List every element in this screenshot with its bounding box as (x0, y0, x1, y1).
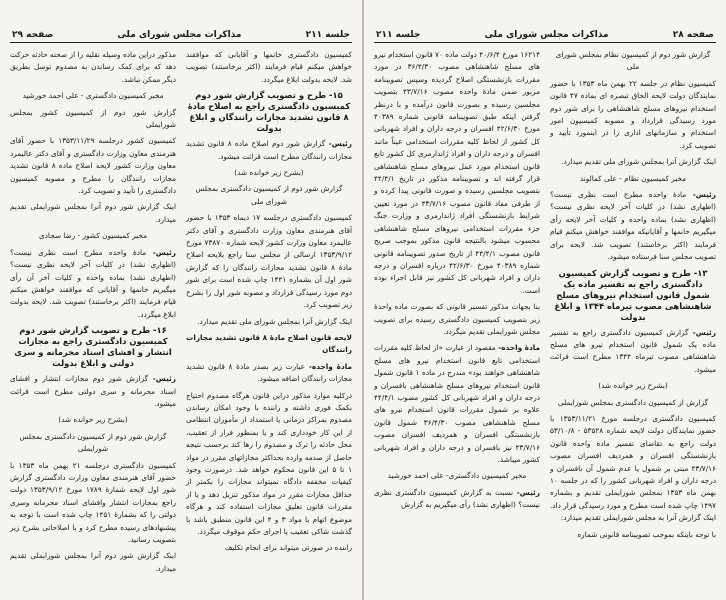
centered-line (10, 414, 176, 426)
paragraph-text: ۱۶۲۱۴ مورخ ۴۰/۶/۴ دولت ماده ۷۰ قانون استخدام نیرو های مسلح شاهنشاهی مصوب ۳۶/۴/۳۰ در مورد مقررات بازنشستگی اصلاح گردیده وسپس تصویبنامه مزبور ضمن مادهٔ واحده مصوب ۴۳/۷/۱۶ بتصویب مجلسین رسیده و بصورت قانون درآمده و با درنظر گرفتن اینکه طبق تصویبنامه قانونی شماره ۴۰۳۸۹ مورخ ۴۲/۶/۳۰ افسران و درجه داران و افراد شهربانی کل کشور از لحاظ کلیه مقررات استخدامی عیناً مانند افسران و درجه داران و افراد ژاندارمری کل کشور تابع قانون استخدام مورد عمل نیروهای مسلح شاهنشاهی قرار گرفته اند و تصویبنامه مذکور در تاریخ ۴۴/۴/۱ بتصویب مجلسین رسیده و صورت قانونی پیدا کرده و از طرفی مفاد قانون مصوب ۴۳/۷/۱۶ در مورد تعیین شرایط بازنشستگی افراد ژاندارمری و وزارت جنگ جزء مقررات استخدامی نیروهای مسلح شاهنشاهی محسوب میشود بالنتیجه قانون مذکور بموجب صریح قانون مصوب ۴۴/۴/۱ از تاریخ صدور تصویبنامه قانونی شماره ۴۰۳۸۹ مورخ ۴۲/۶/۳۰ درباره افسران و درجه داران و افراد شهربانی کل کشور نیز قابل اجراء بوده است. (374, 50, 541, 295)
paragraph-text: مخبر کمیسیون دادگستری- علی احمد خورشید (387, 471, 527, 481)
paragraph-text: ۱۳- طرح و تصویب گزارش کمیسیون دادگستری راجع به تفسیر ماده یک شمول قانون استخدام نیروهای مسلح شاهنشاهی مصوب تیرماه ۱۳۴۴ و ابلاغ بدولت (554, 267, 712, 322)
column (10, 49, 176, 579)
paragraph (186, 361, 352, 386)
speaker-label: رئیس- (688, 327, 716, 337)
paragraph (10, 201, 176, 226)
paragraph-text: درکلیه موارد مذکور دراین قانون هرگاه مصدوم احتیاج بکمک فوری داشته و راننده با وجود امکان رساندن مصدوم بمراکز درمانی یا استمداد از مأموران انتظامی از این کار خودداری کند و یا بمنظور فرار از تعقیب، محل حادثه را ترک و مصدوم را رها کند برحسب نتیجه حاصل از صدمه وارده بحداکثر مجازاتهای مقرر در مواد ۱ تا ۵ این قانون محکوم خواهد شد. درصورت وجود کیفیات مخففه دادگاه نمیتواند مجازات را بکمتر از حداقل مجازات مقرر در مواد مذکور تنزیل دهد و یا از مقررات قانون تعلیق مجازات استفاده کند و هرگاه موضوع اتهام با مواد ۳ و ۴ این قانون منطبق باشد با گذشت شاکی تعقیب یا اجرای حکم موقوف میگردد. (186, 390, 352, 536)
column (374, 49, 540, 545)
paragraph-text: با توجه باینکه بموجب تصویبنامه قانونی شماره (577, 529, 716, 539)
paragraph-text: عبارت زیر بصدر مادهٔ ۸ قانون تشدید مجازات رانندگان اضافه میشود. (186, 361, 352, 384)
paragraph-text: (بشرح زیر خوانده شد) (58, 415, 128, 425)
paragraph-text: نسبت به گزارش کمیسیون دادگستری نظری نیست؟ (اظهاری نشد) رأی میگیریم به گزارش (374, 487, 540, 510)
centered-line (10, 431, 176, 456)
paragraph (374, 49, 540, 297)
signature-line (10, 90, 176, 102)
section-heading (186, 90, 352, 134)
centered-line (550, 380, 716, 392)
paragraph-text: ۱۶- طرح و تصویب گزارش شور دوم کمیسیون دادگستری راجع به مجازات انتشار و افشای اسناد محرمانه و سری دولتی و ابلاغ بدولت (14, 325, 172, 369)
paragraph-text: کمیسیون دادگستری درجلسه ۲۱ بهمن ماه ۱۳۵۳ با حضور آقای هنرمندی معاون وزارت دادگستری گزارش شور اول لایحه شمارهٔ ۱۷۸۹ مورخ ۱۳۵۳/۹/۱۲ دولت راجع بمجازات انتشار وافشای اسناد محرمانه وسری دولتی را که بشمارهٔ ۱۴۵۱ چاپ شده است با توجه به پیشنهادهای رسیده مطرح کرد و با اصلاحاتی بشرح زیر بتصویب رسانید. (10, 460, 176, 544)
paragraph-text: اینک گزارش شور دوم آنرا بمجلس شورایملی تقدیم میدارد. (10, 551, 176, 573)
paragraph (374, 487, 540, 512)
column (550, 49, 716, 545)
speaker-label: مادهٔ واحده- (495, 343, 540, 353)
paragraph (186, 49, 352, 86)
paragraph-text: اینک گزارش آنرا بمجلس شورای ملی تقدیم میدارد. (561, 157, 716, 167)
paragraph-text: مخبر کمیسیون نظام - علی کمالوند (579, 173, 687, 183)
paragraph (10, 373, 176, 410)
paragraph (10, 107, 176, 132)
paragraph-text: اینک گزارش شور دوم آنرا بمجلس شورایملی تقدیم میدارد. (10, 202, 176, 224)
paragraph-text: مادهٔ واحده مطرح است نظری نیست؟ (اظهاری نشد) در کلیات آخر لایحه نظری نیست؟ (اظهاری نشد) بماده واحده و کلیات آخر آن رأی میگیریم خانمها و آقایانی که موافقند خواهش میکنم قیام فرمایند (اکثر برخاستند) تصویب شد. لایحه بدولت ابلاغ میگردد. (10, 247, 176, 319)
bill-title (186, 332, 352, 357)
paragraph-text: بنا بجهات مذکور تفسیر قانونی که بصورت ماده واحدهٔ زیر بتصویب کمیسیون دادگستری رسیده برای تصویب مجلس شورایملی تقدیم میگردد. (374, 302, 540, 336)
paragraph (10, 550, 176, 575)
report-title (550, 49, 716, 74)
paragraph-text: مقصود از عبارت «از لحاظ کلیه مقررات استخدامی تابع قانون استخدام نیرو های مسلح شاهنشاهی خواهند بود» مندرج در ماده ۱ قانون شمول قانون استخدام نیروهای مسلح شاهنشاهی بافسران و درجه داران و افراد شهربانی کل کشور مصوب ۴۴/۴/۱ علاوه بر شمول مقررات قانون استخدام نیرو های مسلح شاهنشاهی مصوب ۳۶/۴/۳۰ شمول قانون بازنشستگی افسران و همردیف افسران مصوب ۴۳/۷/۱۶ نیز بافسران و درجه داران و افراد شهربانی کشور میباشد. (374, 343, 540, 464)
paragraph-text: کمیسیون کشور درجلسه ۱۳۵۳/۱۱/۲۹ با حضور آقای هنرمندی معاون وزارت دادگستری و آقای دکتر عالیمرد معاون وزارت کشور لایحه اصلاح ماده ۸ قانون تشدید مجازات رانندگان را مطرح و مصوبه کمیسیون دادگستری را تأیید و تصویب کرد. (10, 136, 177, 196)
signature-line (550, 173, 716, 185)
speaker-label: رئیس- (146, 247, 176, 257)
speaker-label: رئیس- (686, 190, 716, 200)
paragraph-text: گزارش شور دوم از کمیسیون کشور بمجلس شورایملی (10, 107, 176, 130)
section-heading (550, 268, 716, 323)
speaker-label: رئیس- (325, 139, 352, 149)
paragraph (186, 390, 352, 539)
paragraph-text: گزارش از کمیسیون دادگستری بمجلس شورایملی (557, 397, 709, 407)
paragraph-text: (بشرح زیر خوانده شد) (598, 381, 668, 391)
paragraph (550, 529, 716, 541)
speaker-label: رئیس- (513, 487, 540, 497)
header-title: مذاکرات مجلس شورای ملی (484, 30, 609, 40)
paragraph (186, 542, 352, 554)
paragraph-text: کمیسیون دادگستری درجلسه ۱۷ دیماه ۱۳۵۳ با حضور آقای هنرمندی معاون وزارت دادگستری و آقای دکتر عالیمرد معاون وزارت کشور لایحه شماره ۷۳۸۷۰ مورخ ۱۳۵۳/۹/۱۲ ارسالی از مجلس سنا راجع بلایحه اصلاح مادهٔ ۸ قانون تشدید مجازات رانندگان را که گزارش شور اول آن بشماره ۱۴۴۱ چاپ شده است برای شور دوم مورد رسیدگی قرارداد و مصوبه شور اول را بشرح زیر تصویب کرد. (186, 213, 353, 310)
column (186, 49, 352, 579)
paragraph-text: اینک گزارش آنرا بمجلس شورای ملی تقدیم میدارد. (197, 316, 352, 326)
session-number: جلسه ۲۱۱ (305, 30, 350, 40)
paragraph-text: مخبر کمیسیون دادگستری - علی احمد خورشید (22, 91, 164, 101)
paragraph (550, 327, 716, 377)
paragraph-text: ۱۵- طرح و تصویب گزارش شور دوم کمیسیون دادگستری راجع به اصلاح مادهٔ ۸ قانون تشدید مجازات رانندگان و ابلاغ بدولت (187, 90, 351, 134)
paragraph (550, 413, 716, 525)
paragraph-text: کمیسیون دادگستری خانمها و آقایانی که موافقند خواهش میکنم قیام فرمایند (اکثر برخاستند) تصویب شد. لایحه بدولت ابلاغ میگردد. (186, 50, 352, 84)
paragraph-text: (بشرح زیر خوانده شد) (234, 168, 304, 178)
paragraph (186, 212, 352, 311)
paragraph-text: گزارش کمیسیون دادگستری راجع به تفسیر ماده یک شمول قانون استخدام نیرو های مسلح شاهنشاهی مصوب تیرماه ۱۳۴۴ مطرح است قرائت میشود. (550, 327, 716, 374)
paragraph (550, 156, 716, 168)
paragraph-text: مذکور دراین ماده وسیله نقلیه را از صحنه حادثه حرکت دهد که برای کمک رساندن به مصدوم توسل بطریق دیگر ممکن نباشد. (10, 50, 176, 84)
paragraph-text: لایحه قانون اصلاح مادهٔ ۸ قانون تشدید مجازات رانندگان (186, 332, 352, 355)
binding-gutter (362, 0, 364, 600)
paragraph (10, 49, 176, 86)
page-28 (363, 0, 726, 600)
paragraph (374, 342, 540, 466)
paragraph-text: راننده در صورتی میتواند برای انجام تکلیف (224, 543, 352, 553)
header-title: مذاکرات مجلس شورای ملی (117, 30, 242, 40)
paragraph-text: گزارش شور دوم مجازات انتشار و افشای اسناد محرمانه و سری دولتی مطرح است قرائت میشود. (10, 374, 176, 408)
paragraph (550, 189, 716, 263)
centered-line (550, 397, 716, 409)
signature-line (374, 470, 540, 482)
paragraph-text: مخبر کمیسیون کشور - رضا سجادی (38, 231, 148, 241)
paragraph-text: مادهٔ واحده مطرح است نظری نیست؟ (اظهاری نشد) در کلیات آخر لایحه نظری نیست؟ (اظهاری نشد) بماده واحده و کلیات آخر لایحه رأی میگیریم خانمها و آقایانیکه موافقند خواهش میکنم قیام فرمایند (اکثر برخاستند) تصویب شد. لایحه برای تصویب مجلس سنا فرستاده میشود. (550, 190, 716, 262)
centered-line (186, 183, 352, 208)
paragraph (550, 78, 716, 152)
centered-line (186, 167, 352, 179)
paragraph-text: گزارش شور دوم از کمیسیون دادگستری بمجلس شورای ملی (195, 184, 343, 206)
speaker-label: رئیس- (148, 374, 176, 384)
signature-line (10, 230, 176, 242)
session-number: جلسه ۲۱۱ (376, 30, 421, 40)
paragraph (186, 138, 352, 163)
paragraph-text: گزارش شور دوم اصلاح ماده ۸ قانون تشدید مجازات رانندگان مطرح است قرائت میشود. (186, 139, 352, 161)
paragraph (186, 316, 352, 328)
paragraph-text: کمیسیون دادگستری درجلسه مورخ ۱۳۵۳/۱۱/۲۱ با حضور نمایندگان دولت لایحه شماره ۵۳۵۲۸ - ۵۳/۱۰/۸ دولت راجع به تقاضای تفسیر ماده واحده قانون بازنشستگی افسران و همردیف افسران مصوب ۴۳/۷/۱۶ مبنی بر شمول یا عدم شمول آن بافسران و درجه داران و افراد شهربانی کشور را که در جلسه ۱۰ بهمن ماه ۱۳۵۳ بمجلس شورایملی تقدیم و بشماره ۱۴۹۷ چاپ شده است مطرح و مورد رسیدگی قرار داد. اینک گزارش آنرا به مجلس شورایملی تقدیم میدارد: (550, 413, 716, 523)
page-number: صفحه ۲۸ (672, 30, 714, 40)
paragraph-text: گزارش شور دوم از کمیسیون دادگستری بمجلس شورایملی (19, 431, 167, 454)
speaker-label: مادهٔ واحده- (304, 361, 352, 371)
paragraph (10, 460, 176, 547)
running-header (10, 26, 352, 43)
paragraph (10, 247, 176, 321)
paragraph (10, 135, 176, 197)
running-header (374, 26, 716, 43)
paragraph (374, 301, 540, 338)
paragraph-text: کمیسیون نظام در جلسه ۲۲ بهمن ماه ۱۳۵۳ با حضور نمایندگان دولت لایحه الحاق تبصره ای بماده ۴۷ قانون استخدام نیروهای مسلح شاهنشاهی را برای شور دوم مورد رسیدگی قرارداد و مصوبه کمیسیون امور استخدام و سازمانهای اداری را در اینمورد تأیید و تصویب کرد. (550, 78, 717, 150)
section-heading (10, 325, 176, 369)
page-number: صفحه ۲۹ (12, 30, 54, 40)
paragraph-text: گزارش شور دوم از کمیسیون نظام بمجلس شورای ملی (555, 50, 711, 72)
